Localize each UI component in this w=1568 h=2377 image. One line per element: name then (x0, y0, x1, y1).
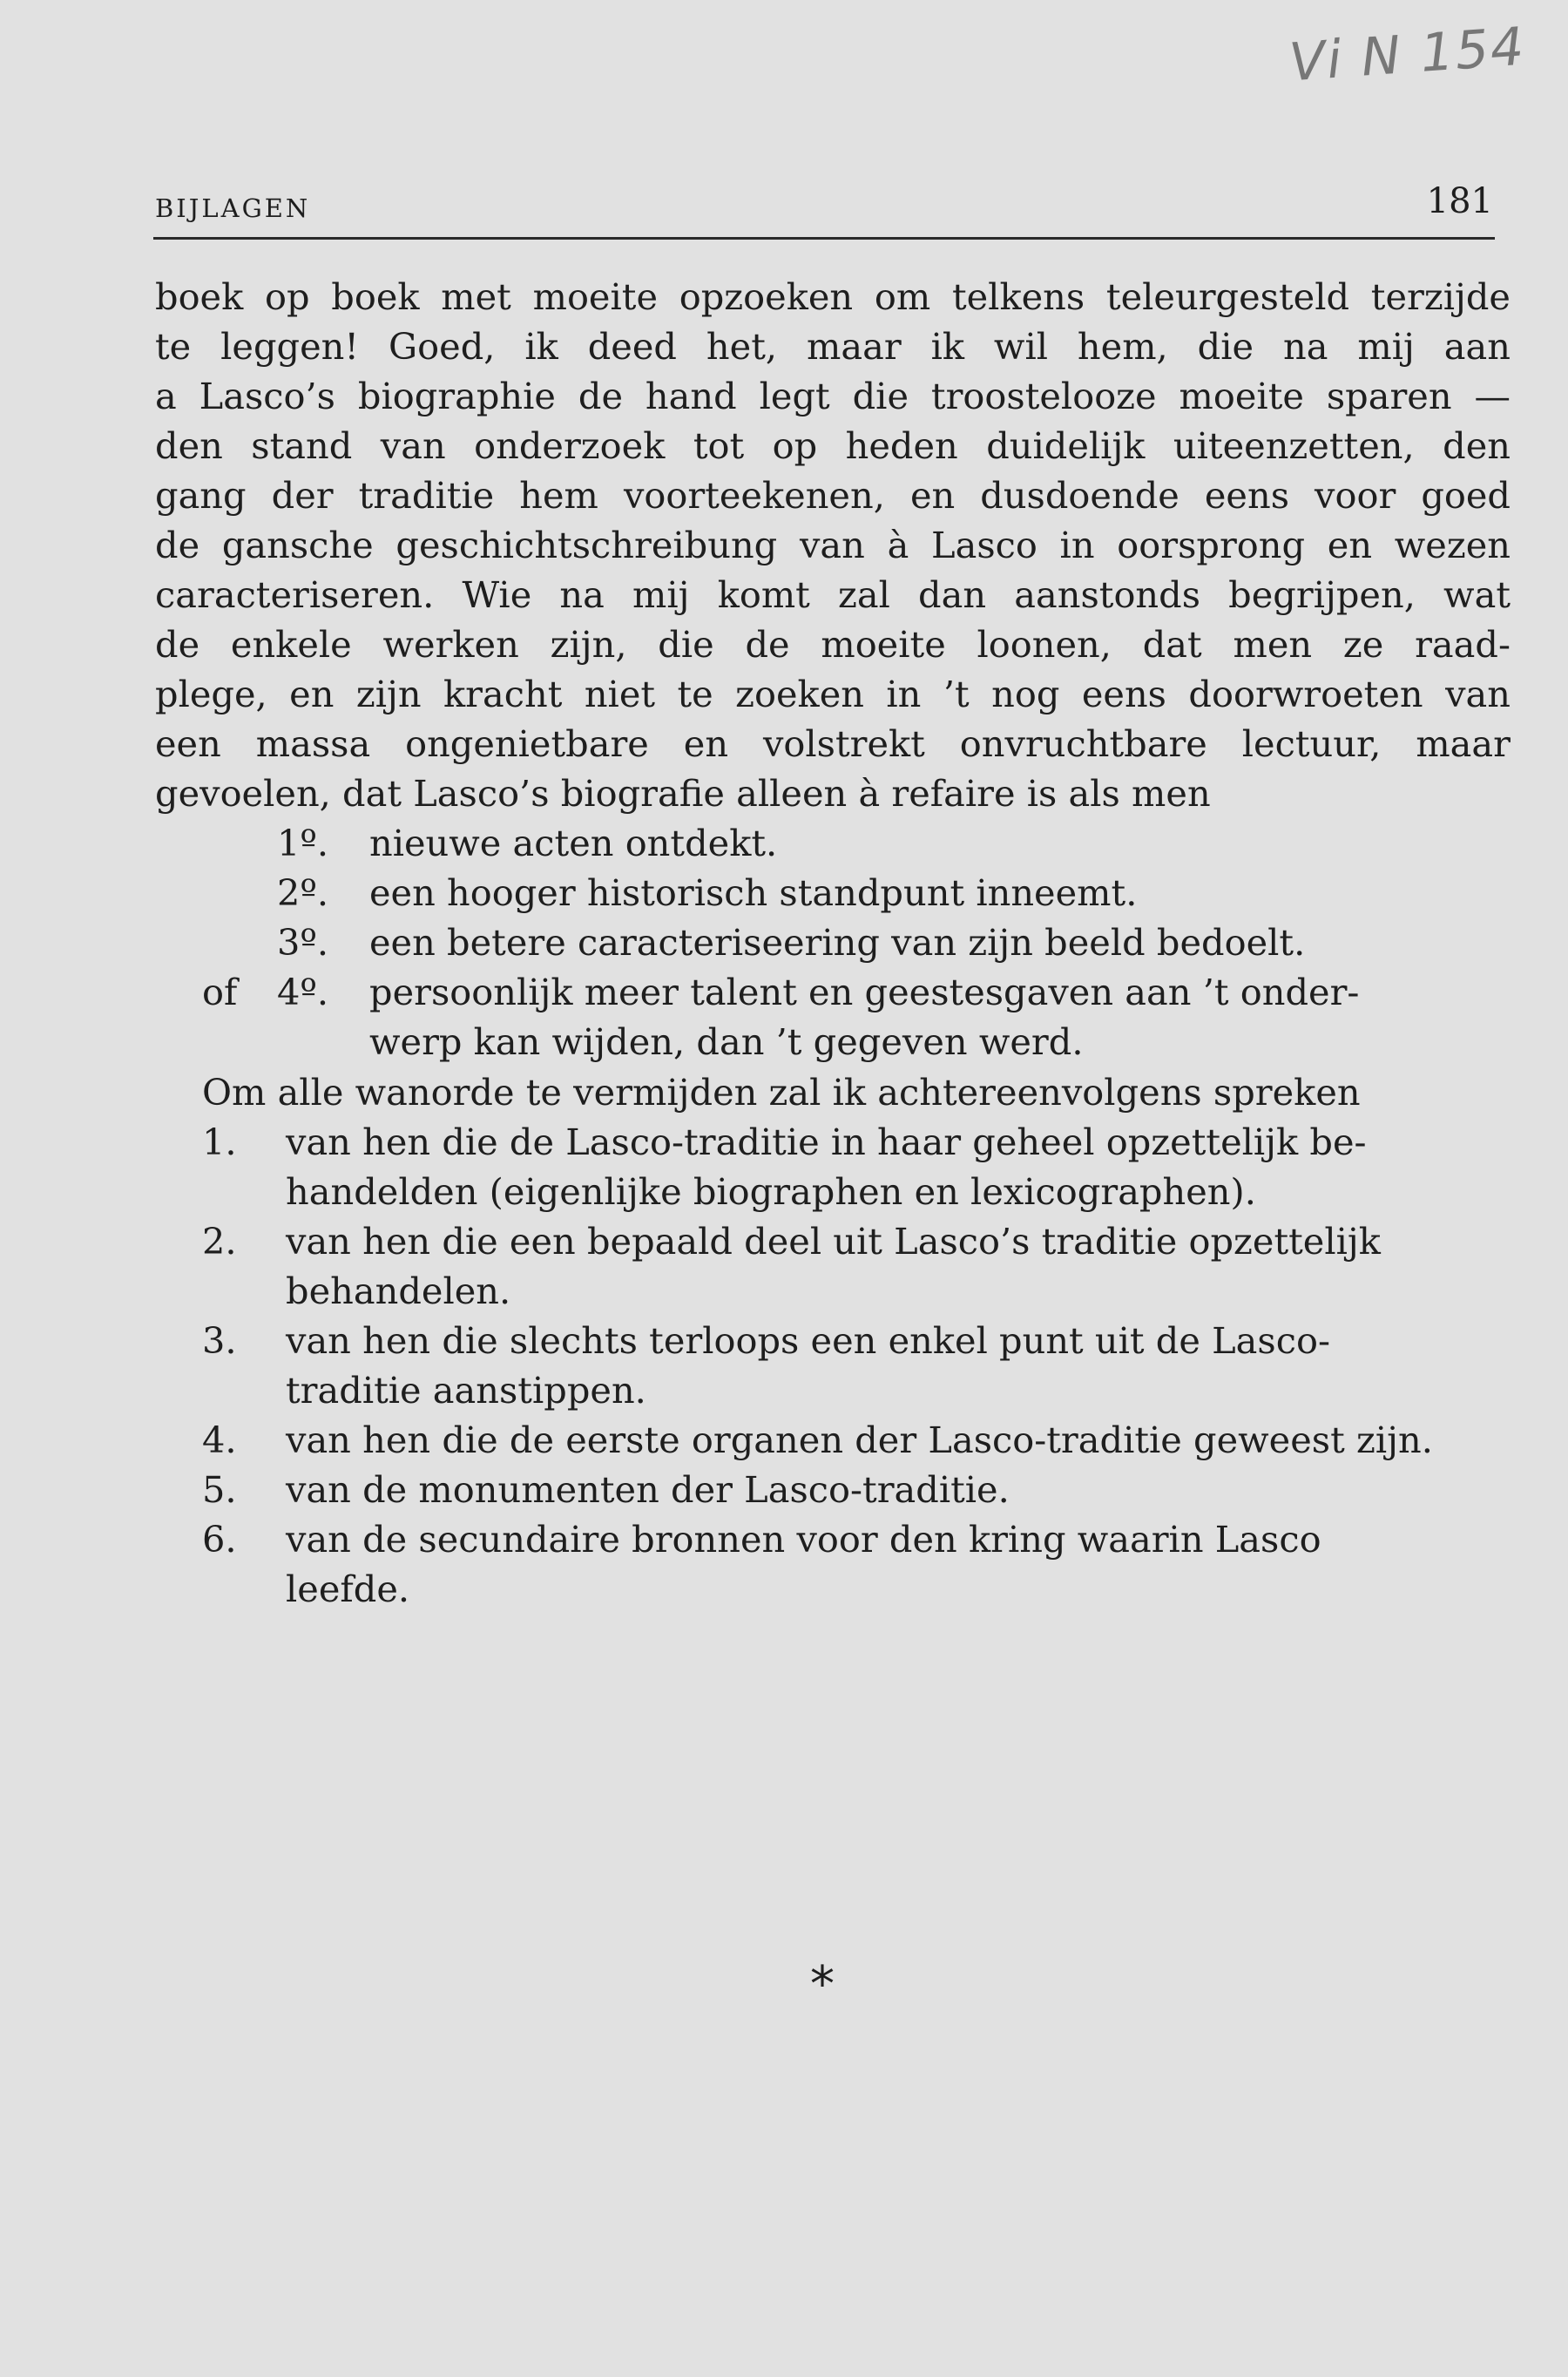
intro-line (0, 1067, 1361, 1117)
item-number: 2º. (277, 871, 329, 914)
item-number: 3. (202, 1319, 237, 1362)
item-text: van de secundaire bronnen voor den kring waarin Lasco (286, 1518, 1321, 1561)
paragraph-line: boek op boek met moeite opzoeken om telkens teleurgesteld terzijde (155, 275, 1511, 318)
item-text: behandelen. (286, 1270, 511, 1312)
item-text: van hen die de eerste organen der Lasco-traditie geweest zijn. (286, 1419, 1433, 1461)
item-number: 6. (202, 1518, 237, 1561)
list-item (0, 967, 1360, 1017)
paragraph-line: caracteriseren. Wie na mij komt zal dan aanstonds begrijpen, wat (155, 573, 1511, 616)
item-text: van de monumenten der Lasco-traditie. (286, 1468, 1010, 1511)
item-text: een betere caracteriseering van zijn beeld bedoelt. (369, 921, 1306, 964)
item-text: van hen die een bepaald deel uit Lasco’s traditie opzettelijk (286, 1220, 1381, 1263)
paragraph-line: a Lasco’s biographie de hand legt die troostelooze moeite sparen — (155, 375, 1511, 417)
paragraph-line: te leggen! Goed, ik deed het, maar ik wil hem, die na mij aan (155, 325, 1511, 368)
item-text: van hen die slechts terloops een enkel punt uit de Lasco- (286, 1319, 1330, 1362)
list-item-continuation (0, 1017, 1355, 1067)
item-number: 4º. (277, 971, 329, 1013)
item-text: traditie aanstippen. (286, 1369, 646, 1412)
list-item-continuation (0, 1167, 1355, 1216)
paragraph-line: de enkele werken zijn, die de moeite loonen, dat men ze raad- (155, 623, 1511, 666)
list-item (0, 1465, 1355, 1514)
paragraph-line: gevoelen, dat Lasco’s biografie alleen à refaire is als men (155, 772, 1211, 815)
item-text: een hooger historisch standpunt inneemt. (369, 871, 1138, 914)
item-text: handelden (eigenlijke biographen en lexicographen). (286, 1170, 1256, 1213)
paragraph-line: gang der traditie hem voorteekenen, en dusdoende eens voor goed (155, 474, 1511, 517)
paragraph-line: plege, en zijn kracht niet te zoeken in ’t nog eens doorwroeten van (155, 673, 1511, 715)
header-rule (153, 237, 1495, 240)
handwritten-annotation: Vi N 154 (1287, 16, 1528, 94)
item-text: van hen die de Lasco-traditie in haar geheel opzettelijk be- (286, 1121, 1367, 1163)
running-head: BIJLAGEN (155, 193, 311, 223)
item-number: 1. (202, 1121, 237, 1163)
list-item (0, 818, 1355, 868)
page-header (155, 181, 1493, 234)
list-item-continuation (0, 1266, 1355, 1316)
item-prefix: of (202, 971, 238, 1013)
main-paragraph (155, 272, 1511, 818)
item-number: 5. (202, 1468, 237, 1511)
item-number: 3º. (277, 921, 329, 964)
paragraph-line: een massa ongenietbare en volstrekt onvruchtbare lectuur, maar (155, 722, 1511, 765)
list-item (0, 1117, 1367, 1167)
item-text: leefde. (286, 1568, 410, 1610)
list-item (0, 918, 1355, 967)
item-text: persoonlijk meer talent en geestesgaven aan ’t onder- (369, 971, 1360, 1013)
intro-text: Om alle wanorde te vermijden zal ik achtereenvolgens spreken (202, 1071, 1361, 1114)
item-number: 4. (202, 1419, 237, 1461)
list-item (0, 1415, 1433, 1465)
list-item (0, 1514, 1355, 1564)
list-item (0, 1316, 1355, 1365)
list-item-continuation (0, 1365, 1355, 1415)
paragraph-line: den stand van onderzoek tot op heden duidelijk uiteenzetten, den (155, 424, 1511, 467)
section-end-asterisk: * (810, 1956, 835, 2013)
conditions-list (0, 818, 1360, 1067)
item-text: nieuwe acten ontdekt. (369, 822, 778, 864)
item-number: 1º. (277, 822, 329, 864)
list-item (0, 1216, 1381, 1266)
topics-list (0, 1117, 1433, 1614)
item-number: 2. (202, 1220, 237, 1263)
page-number: 181 (1426, 181, 1493, 221)
list-item (0, 868, 1355, 918)
paragraph-line: de gansche geschichtschreibung van à Lasco in oorsprong en wezen (155, 524, 1511, 566)
list-item-continuation (0, 1564, 1355, 1614)
item-text: werp kan wijden, dan ’t gegeven werd. (369, 1020, 1084, 1063)
